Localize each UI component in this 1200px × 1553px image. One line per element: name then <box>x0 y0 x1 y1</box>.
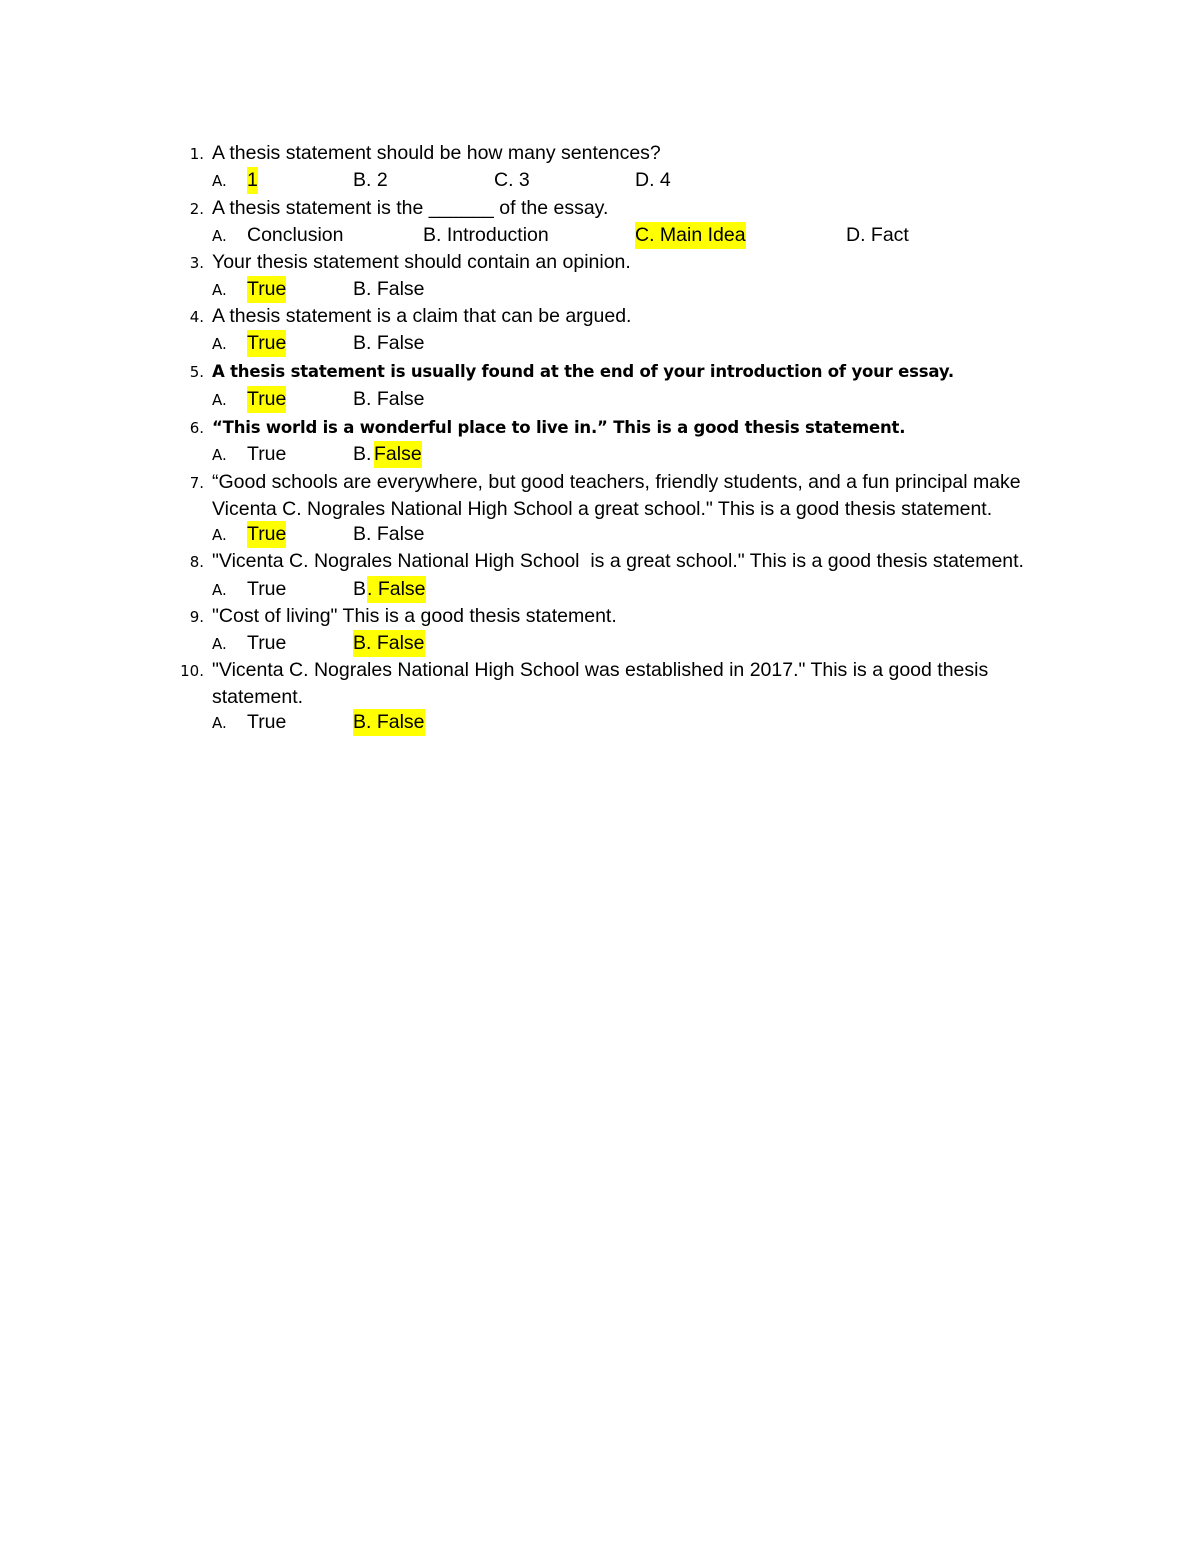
question-text: Your thesis statement should contain an opinion. <box>212 251 631 273</box>
answer-option: B. False <box>353 523 425 545</box>
question-7 <box>0 469 1200 496</box>
answer-option: B. False <box>353 388 425 410</box>
answer-option-highlighted: True <box>247 521 286 548</box>
question-1-options <box>0 167 1200 194</box>
question-2-options <box>0 222 1200 249</box>
question-9-options <box>0 630 1200 657</box>
question-2 <box>0 195 1200 222</box>
answer-option: Conclusion <box>247 224 344 246</box>
question-6 <box>0 414 1200 441</box>
question-number: 3. <box>189 254 204 272</box>
option-letter: A. <box>212 281 227 299</box>
question-3 <box>0 249 1200 276</box>
question-number: 10. <box>180 662 204 680</box>
answer-option-highlighted: True <box>247 276 286 303</box>
option-letter: A. <box>212 391 227 409</box>
question-number: 1. <box>189 145 204 163</box>
question-number: 5. <box>189 363 204 381</box>
answer-option: True <box>247 632 287 654</box>
question-text-line2: Vicenta C. Nograles National High School a great school." This is a good thesis statement. <box>212 498 993 520</box>
question-number: 7. <box>189 474 204 492</box>
question-9 <box>0 603 1200 630</box>
question-text: A thesis statement is usually found at the end of your introduction of your essay. <box>212 362 954 381</box>
answer-option-prefix: B <box>353 578 367 600</box>
question-text: A thesis statement is a claim that can be argued. <box>212 305 632 327</box>
answer-option: D. 4 <box>635 169 671 191</box>
question-text: "Cost of living" This is a good thesis statement. <box>212 605 617 627</box>
question-number: 6. <box>189 419 204 437</box>
option-letter: A. <box>212 714 227 732</box>
question-10-options <box>0 709 1200 736</box>
question-number: 9. <box>189 608 204 626</box>
question-text-line1: “Good schools are everywhere, but good teachers, friendly students, and a fun principal make <box>212 471 1021 493</box>
answer-option-highlighted: 1 <box>247 167 258 194</box>
answer-option: B. False <box>353 278 425 300</box>
question-number: 2. <box>189 200 204 218</box>
answer-option: B. 2 <box>353 169 388 191</box>
answer-option-highlighted: . False <box>367 576 426 603</box>
question-8 <box>0 548 1200 575</box>
answer-option: C. 3 <box>494 169 530 191</box>
option-letter: A. <box>212 227 227 245</box>
answer-option: True <box>247 578 287 600</box>
question-4-options <box>0 330 1200 357</box>
answer-option-highlighted: B. False <box>353 630 425 657</box>
question-5 <box>0 358 1200 385</box>
question-4 <box>0 303 1200 330</box>
question-8-options <box>0 576 1200 603</box>
question-7-options <box>0 521 1200 548</box>
answer-option: B. Introduction <box>423 224 549 246</box>
question-10 <box>0 657 1200 684</box>
option-letter: A. <box>212 635 227 653</box>
option-letter: A. <box>212 526 227 544</box>
option-letter: A. <box>212 446 227 464</box>
question-text: A thesis statement is the ______ of the essay. <box>212 197 609 219</box>
question-6-options <box>0 441 1200 468</box>
question-text: A thesis statement should be how many sentences? <box>212 142 661 164</box>
option-letter: A. <box>212 581 227 599</box>
question-10-line2 <box>0 684 1200 711</box>
question-text: "Vicenta C. Nograles National High School is a great school." This is a good thesis statement. <box>212 550 1024 572</box>
answer-option: True <box>247 443 287 465</box>
answer-option-highlighted: B. False <box>353 709 425 736</box>
question-text: “This world is a wonderful place to live in.” This is a good thesis statement. <box>212 418 906 437</box>
answer-option-highlighted: True <box>247 386 286 413</box>
answer-option: D. Fact <box>846 224 909 246</box>
question-3-options <box>0 276 1200 303</box>
answer-option-prefix: B. <box>353 443 372 465</box>
question-text-line1: "Vicenta C. Nograles National High School was established in 2017." This is a good thesis <box>212 659 989 681</box>
answer-option-highlighted: True <box>247 330 286 357</box>
question-text-line2: statement. <box>212 686 304 708</box>
option-letter: A. <box>212 335 227 353</box>
question-number: 4. <box>189 308 204 326</box>
question-1 <box>0 140 1200 167</box>
question-number: 8. <box>189 553 204 571</box>
option-letter: A. <box>212 172 227 190</box>
answer-option: True <box>247 711 287 733</box>
answer-option-highlighted: C. Main Idea <box>635 222 746 249</box>
answer-option: B. False <box>353 332 425 354</box>
question-7-line2 <box>0 496 1200 523</box>
answer-option-highlighted: False <box>374 441 422 468</box>
question-5-options <box>0 386 1200 413</box>
